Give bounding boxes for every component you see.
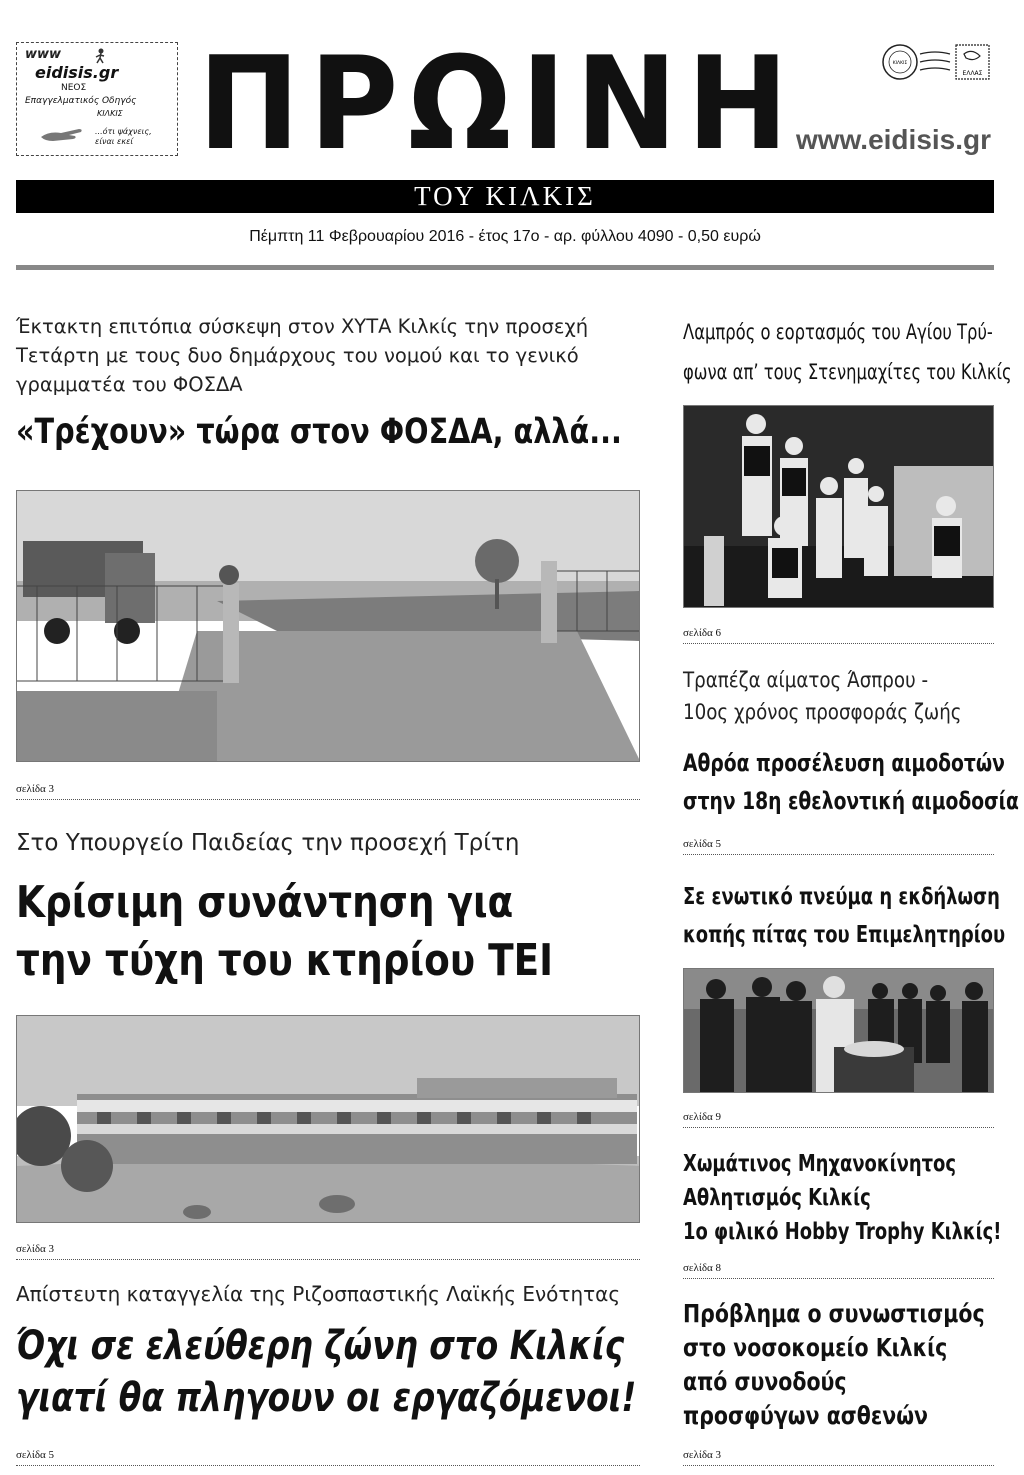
story1-headline[interactable]: «Τρέχουν» τώρα στον ΦΟΣΔΑ, αλλά... — [16, 412, 622, 452]
right-story3-headline[interactable] — [683, 878, 1005, 954]
right-story5-line: Πρόβλημα ο συνωστισμός — [683, 1299, 985, 1328]
right-story2-page-ref: σελίδα 5 — [683, 838, 722, 850]
stamp-country: ΕΛΛΑΣ — [962, 70, 983, 77]
story3-headline[interactable] — [16, 1320, 636, 1424]
right-story3-line: κοπής πίτας του Επιμελητηρίου — [683, 922, 1006, 948]
right-story1-headline[interactable] — [683, 312, 1012, 392]
story2-headline-line: την τύχη του κτηρίου ΤΕΙ — [16, 935, 554, 986]
story3-page-ref: σελίδα 5 — [16, 1449, 55, 1461]
story2-headline[interactable] — [16, 874, 553, 990]
right-story5-line: προσφύγων ασθενών — [683, 1401, 929, 1430]
website-url[interactable]: www.eidisis.gr — [796, 124, 992, 155]
walking-figure-icon — [87, 48, 115, 64]
story1-page-ref: σελίδα 3 — [16, 783, 55, 795]
story1-kicker-line: Έκτακτη επιτόπια σύσκεψη στον ΧΥΤΑ Κιλκίς την προσεχή — [16, 315, 589, 338]
story2-kicker: Στο Υπουργείο Παιδείας την προσεχή Τρίτη — [16, 830, 520, 856]
postal-stamp-icon — [880, 42, 992, 82]
right-story2-headline[interactable] — [683, 744, 1019, 820]
right-story5-line: από συνοδούς — [683, 1367, 847, 1396]
divider — [683, 1465, 994, 1466]
ad-line-1: ΝΕΟΣ — [61, 83, 87, 93]
story2-headline-line: Κρίσιμη συνάντηση για — [16, 877, 514, 928]
right-story2-line: Αθρόα προσέλευση αιμοδοτών — [683, 749, 1005, 777]
story3-kicker: Απίστευτη καταγγελία της Ριζοσπαστικής Λαϊκής Ενότητας — [16, 1282, 621, 1306]
photo-pie-cutting — [683, 968, 994, 1093]
right-story2-kicker-line: Τραπέζα αίματος Άσπρου - — [683, 668, 929, 692]
right-story1-line: φωνα απ’ τους Στενημαχίτες του Κιλκίς — [683, 360, 1012, 384]
right-story4-line: 1ο φιλικό Hobby Trophy Κιλκίς! — [683, 1219, 1002, 1245]
masthead-divider — [16, 265, 994, 270]
newspaper-title: ΠΡΩΙΝΗ — [198, 30, 799, 179]
right-story4-page-ref: σελίδα 8 — [683, 1262, 722, 1274]
divider — [16, 1465, 640, 1466]
story1-kicker — [16, 312, 588, 399]
right-story3-line: Σε ενωτικό πνεύμα η εκδήλωση — [683, 884, 1000, 910]
story3-headline-line: Όχι σε ελεύθερη ζώνη στο Κιλκίς — [16, 1323, 625, 1369]
right-story2-line: στην 18η εθελοντική αιμοδοσία — [683, 787, 1019, 815]
story1-kicker-line: γραμματέα του ΦΟΣΔΑ — [16, 373, 243, 396]
stamp-ring-text: ΚΙΛΚΙΣ — [892, 61, 908, 66]
story3-headline-line: γιατί θα πληγουν οι εργαζόμενοι! — [16, 1375, 637, 1421]
story2-page-ref: σελίδα 3 — [16, 1243, 55, 1255]
ad-www: www — [25, 47, 62, 62]
right-story5-line: στο νοσοκομείο Κιλκίς — [683, 1333, 948, 1362]
right-story1-line: Λαμπρός ο εορτασμός του Αγίου Τρύ- — [683, 320, 993, 344]
right-story4-line: Χωμάτινος Μηχανοκίνητος — [683, 1151, 957, 1177]
photo-folk-dancers — [683, 405, 994, 608]
right-story4-line: Αθλητισμός Κιλκίς — [683, 1185, 871, 1211]
ad-line-2: Επαγγελματικός Οδηγός — [25, 96, 137, 106]
photo-tei-building — [16, 1015, 640, 1223]
story1-kicker-line: Τετάρτη με τους δυο δημάρχους του νομού και το γενικό — [16, 344, 579, 367]
right-story5-page-ref: σελίδα 3 — [683, 1449, 722, 1461]
divider — [16, 1259, 640, 1260]
right-story1-page-ref: σελίδα 6 — [683, 627, 722, 639]
divider — [683, 854, 994, 855]
ad-line-3: ΚΙΛΚΙΣ — [97, 109, 123, 118]
subtitle-bar: ΤΟΥ ΚΙΛΚΙΣ — [16, 180, 994, 213]
ad-box-eidisis — [16, 42, 178, 156]
right-story3-page-ref: σελίδα 9 — [683, 1111, 722, 1123]
hand-icon — [39, 123, 87, 143]
ad-slogan: ...ότι ψάχνεις, είναι εκεί — [95, 127, 152, 146]
dateline: Πέμπτη 11 Φεβρουαρίου 2016 - έτος 17ο - αρ. φύλλου 4090 - 0,50 ευρώ — [249, 228, 761, 245]
ad-site: eidisis.gr — [35, 63, 119, 82]
right-story5-headline[interactable] — [683, 1297, 985, 1433]
divider — [683, 1127, 994, 1128]
photo-landfill-gate — [16, 490, 640, 762]
divider — [16, 799, 640, 800]
divider — [683, 643, 994, 644]
divider — [683, 1278, 994, 1279]
right-story2-kicker-line: 10ος χρόνος προσφοράς ζωής — [683, 700, 962, 724]
right-story2-kicker — [683, 664, 961, 728]
right-story4-headline[interactable] — [683, 1147, 1001, 1249]
